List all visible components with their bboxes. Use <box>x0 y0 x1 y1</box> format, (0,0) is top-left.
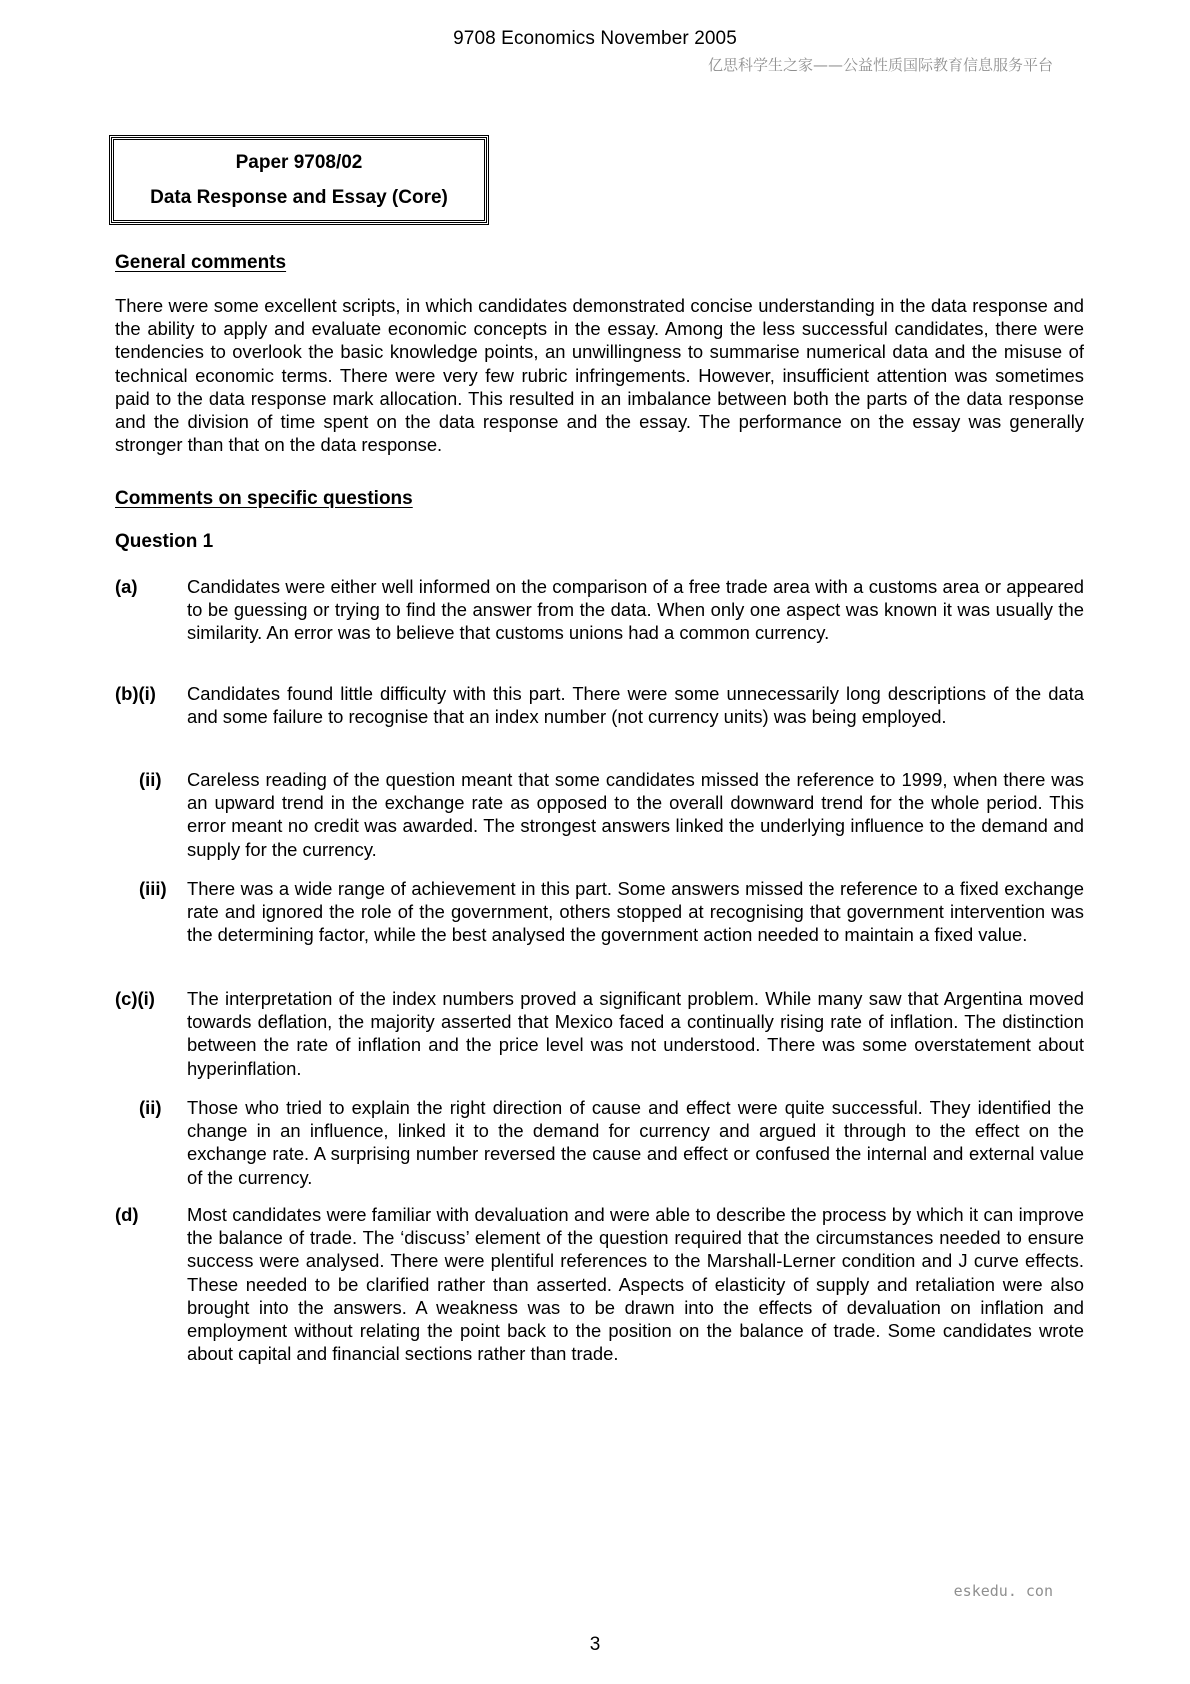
specific-comments-heading: Comments on specific questions <box>115 488 413 509</box>
paper-title-box <box>111 137 487 223</box>
paper-name: Data Response and Essay (Core) <box>150 187 448 208</box>
item-text: Candidates found little difficulty with this part. There were some unnecessarily long descriptions of the data and some failure to recognise that an index number (not currency units) was being employed. <box>187 683 1084 728</box>
item-text: Candidates were either well informed on the comparison of a free trade area with a customs area or appeared to be guessing or trying to find the answer from the data. When only one aspect was known it was usually the similarity. An error was to believe that customs unions had a common currency. <box>187 576 1084 644</box>
paper-code: Paper 9708/02 <box>235 152 363 173</box>
question-1-title: Question 1 <box>115 531 214 552</box>
item-label: (d) <box>115 1204 139 1225</box>
item-text: There was a wide range of achievement in this part. Some answers missed the reference to a fixed exchange rate and ignored the role of the government, others stopped at recognising that government intervention was the determining factor, while the best analysed the government action needed to maintain a fixed value. <box>187 878 1084 946</box>
general-comments-heading: General comments <box>115 252 287 273</box>
item-text: Careless reading of the question meant that some candidates missed the reference to 1999, when there was an upward trend in the exchange rate as opposed to the overall downward trend for the whole period. This error meant no credit was awarded. The strongest answers linked the underlying influence to the demand and supply for the currency. <box>187 769 1084 860</box>
item-label: (c)(i) <box>115 988 155 1009</box>
watermark-bottom: eskedu. con <box>953 1582 1053 1600</box>
item-text: Those who tried to explain the right direction of cause and effect were quite successful. They identified the change in an influence, linked it to the demand for currency and argued it through to the effect on the exchange rate. A surprising number reversed the cause and effect or confused the internal and external value of the currency. <box>187 1097 1084 1188</box>
page-number: 3 <box>589 1634 601 1655</box>
running-header: 9708 Economics November 2005 <box>453 28 737 49</box>
item-label: (ii) <box>139 1097 162 1118</box>
watermark-top: 亿思科学生之家——公益性质国际教育信息服务平台 <box>707 56 1053 74</box>
item-text: The interpretation of the index numbers proved a significant problem. While many saw that Argentina moved towards deflation, the majority asserted that Mexico faced a continually rising rate of inflation. The distinction between the rate of inflation and the price level was not understood. There was some overstatement about hyperinflation. <box>187 988 1084 1079</box>
item-label: (b)(i) <box>115 683 156 704</box>
item-text: Most candidates were familiar with devaluation and were able to describe the process by which it can improve the balance of trade. The ‘discuss’ element of the question required that the circumstances needed to ensure success were analysed. There were plentiful references to the Marshall-Lerner condition and J curve effects. These needed to be clarified rather than asserted. Aspects of elasticity of supply and retaliation were also brought into the answers. A weakness was to be drawn into the effects of devaluation on inflation and employment without relating the point back to the position on the balance of trade. Some candidates wrote about capital and financial sections rather than trade. <box>187 1204 1084 1365</box>
general-comments-text: There were some excellent scripts, in which candidates demonstrated concise understanding in the data response and the ability to apply and evaluate economic concepts in the essay. Among the less successful candidates, there were tendencies to overlook the basic knowledge points, an unwillingness to summarise numerical data and the misuse of technical economic terms. There were very few rubric infringements. However, insufficient attention was sometimes paid to the data response mark allocation. This resulted in an imbalance between both the parts of the data response and the division of time spent on the data response and the essay. The performance on the essay was generally stronger than that on the data response. <box>115 295 1084 456</box>
item-label: (a) <box>115 576 138 597</box>
item-label: (ii) <box>139 769 162 790</box>
item-label: (iii) <box>139 878 167 899</box>
